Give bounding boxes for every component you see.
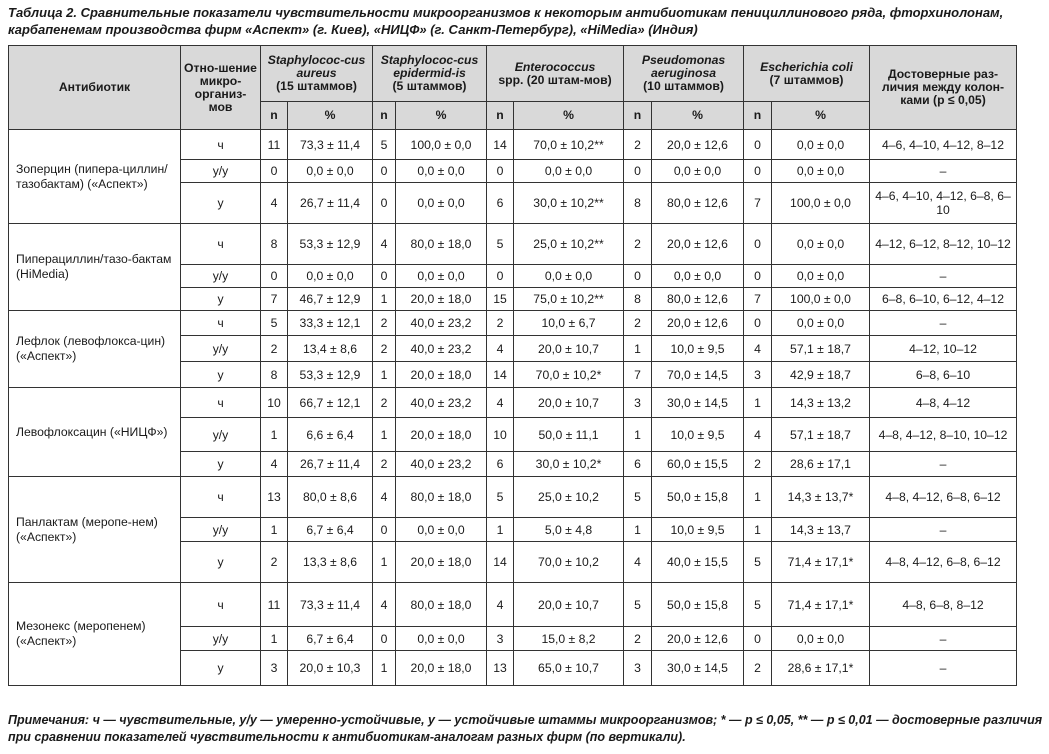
percent-cell: 20,0 ± 12,6 xyxy=(652,627,744,651)
percent-cell: 60,0 ± 15,5 xyxy=(652,452,744,477)
percent-cell: 15,0 ± 8,2 xyxy=(514,627,624,651)
antibiotic-name: Лефлок (левофлокса-цин) («Аспект») xyxy=(9,311,181,388)
header-n: n xyxy=(744,102,772,130)
count-cell: 2 xyxy=(624,311,652,336)
relation-cell: у/у xyxy=(181,265,261,288)
significance-cell: 4–8, 4–12, 6–8, 6–12 xyxy=(870,477,1017,518)
count-cell: 8 xyxy=(261,224,288,265)
antibiotic-name: Пиперациллин/тазо-бактам (HiMedia) xyxy=(9,224,181,311)
percent-cell: 0,0 ± 0,0 xyxy=(396,518,487,542)
significance-cell: – xyxy=(870,311,1017,336)
header-pct: % xyxy=(514,102,624,130)
percent-cell: 20,0 ± 10,7 xyxy=(514,388,624,418)
percent-cell: 14,3 ± 13,7 xyxy=(772,518,870,542)
percent-cell: 100,0 ± 0,0 xyxy=(772,288,870,311)
count-cell: 0 xyxy=(373,183,396,224)
relation-cell: у xyxy=(181,452,261,477)
percent-cell: 28,6 ± 17,1 xyxy=(772,452,870,477)
count-cell: 4 xyxy=(373,477,396,518)
count-cell: 1 xyxy=(487,518,514,542)
percent-cell: 50,0 ± 11,1 xyxy=(514,418,624,452)
relation-cell: у/у xyxy=(181,336,261,362)
percent-cell: 30,0 ± 10,2* xyxy=(514,452,624,477)
header-org-pseudomonas: Pseudomonas aeruginosa (10 штаммов) xyxy=(624,46,744,102)
significance-cell: – xyxy=(870,627,1017,651)
relation-cell: у/у xyxy=(181,418,261,452)
relation-cell: у xyxy=(181,362,261,388)
header-pct: % xyxy=(652,102,744,130)
relation-cell: у xyxy=(181,183,261,224)
significance-cell: – xyxy=(870,651,1017,686)
count-cell: 4 xyxy=(487,388,514,418)
count-cell: 11 xyxy=(261,130,288,160)
relation-cell: ч xyxy=(181,224,261,265)
count-cell: 2 xyxy=(744,452,772,477)
count-cell: 0 xyxy=(261,265,288,288)
percent-cell: 71,4 ± 17,1* xyxy=(772,542,870,583)
count-cell: 0 xyxy=(744,224,772,265)
count-cell: 0 xyxy=(744,627,772,651)
percent-cell: 80,0 ± 18,0 xyxy=(396,583,487,627)
count-cell: 8 xyxy=(624,288,652,311)
count-cell: 6 xyxy=(487,452,514,477)
count-cell: 0 xyxy=(373,518,396,542)
count-cell: 4 xyxy=(261,452,288,477)
count-cell: 2 xyxy=(487,311,514,336)
percent-cell: 26,7 ± 11,4 xyxy=(288,452,373,477)
count-cell: 0 xyxy=(744,265,772,288)
header-pct: % xyxy=(772,102,870,130)
count-cell: 5 xyxy=(744,583,772,627)
percent-cell: 20,0 ± 18,0 xyxy=(396,651,487,686)
count-cell: 0 xyxy=(624,160,652,183)
count-cell: 0 xyxy=(624,265,652,288)
header-pct: % xyxy=(396,102,487,130)
percent-cell: 0,0 ± 0,0 xyxy=(514,265,624,288)
percent-cell: 100,0 ± 0,0 xyxy=(396,130,487,160)
count-cell: 10 xyxy=(487,418,514,452)
antibiotic-name: Мезонекс (меропенем) («Аспект») xyxy=(9,583,181,686)
significance-cell: 4–12, 6–12, 8–12, 10–12 xyxy=(870,224,1017,265)
percent-cell: 70,0 ± 14,5 xyxy=(652,362,744,388)
table-row xyxy=(9,311,1017,336)
percent-cell: 46,7 ± 12,9 xyxy=(288,288,373,311)
percent-cell: 0,0 ± 0,0 xyxy=(772,224,870,265)
percent-cell: 80,0 ± 8,6 xyxy=(288,477,373,518)
percent-cell: 20,0 ± 18,0 xyxy=(396,362,487,388)
percent-cell: 50,0 ± 15,8 xyxy=(652,477,744,518)
significance-cell: 4–8, 4–12, 6–8, 6–12 xyxy=(870,542,1017,583)
relation-cell: у xyxy=(181,542,261,583)
count-cell: 4 xyxy=(261,183,288,224)
count-cell: 1 xyxy=(373,288,396,311)
count-cell: 6 xyxy=(487,183,514,224)
count-cell: 4 xyxy=(487,336,514,362)
count-cell: 2 xyxy=(261,542,288,583)
percent-cell: 28,6 ± 17,1* xyxy=(772,651,870,686)
percent-cell: 57,1 ± 18,7 xyxy=(772,336,870,362)
count-cell: 14 xyxy=(487,130,514,160)
percent-cell: 53,3 ± 12,9 xyxy=(288,224,373,265)
count-cell: 1 xyxy=(744,477,772,518)
percent-cell: 0,0 ± 0,0 xyxy=(514,160,624,183)
percent-cell: 6,7 ± 6,4 xyxy=(288,627,373,651)
count-cell: 3 xyxy=(624,388,652,418)
percent-cell: 53,3 ± 12,9 xyxy=(288,362,373,388)
percent-cell: 20,0 ± 18,0 xyxy=(396,542,487,583)
percent-cell: 73,3 ± 11,4 xyxy=(288,130,373,160)
percent-cell: 40,0 ± 23,2 xyxy=(396,311,487,336)
count-cell: 2 xyxy=(744,651,772,686)
percent-cell: 13,3 ± 8,6 xyxy=(288,542,373,583)
count-cell: 14 xyxy=(487,542,514,583)
count-cell: 5 xyxy=(744,542,772,583)
table-row xyxy=(9,224,1017,265)
count-cell: 2 xyxy=(373,336,396,362)
percent-cell: 20,0 ± 12,6 xyxy=(652,224,744,265)
count-cell: 0 xyxy=(487,160,514,183)
table-row xyxy=(9,583,1017,627)
significance-cell: 4–6, 4–10, 4–12, 6–8, 6–10 xyxy=(870,183,1017,224)
count-cell: 4 xyxy=(744,336,772,362)
percent-cell: 30,0 ± 14,5 xyxy=(652,388,744,418)
percent-cell: 42,9 ± 18,7 xyxy=(772,362,870,388)
percent-cell: 73,3 ± 11,4 xyxy=(288,583,373,627)
percent-cell: 0,0 ± 0,0 xyxy=(772,130,870,160)
count-cell: 6 xyxy=(624,452,652,477)
significance-cell: – xyxy=(870,452,1017,477)
count-cell: 1 xyxy=(373,542,396,583)
antibiotic-name: Зоперцин (пипера-циллин/тазобактам) («Аспект») xyxy=(9,130,181,224)
count-cell: 4 xyxy=(624,542,652,583)
percent-cell: 0,0 ± 0,0 xyxy=(772,311,870,336)
count-cell: 0 xyxy=(373,265,396,288)
count-cell: 8 xyxy=(261,362,288,388)
count-cell: 7 xyxy=(744,183,772,224)
antibiotic-name: Панлактам (меропе-нем) («Аспект») xyxy=(9,477,181,583)
count-cell: 3 xyxy=(624,651,652,686)
sensitivity-table xyxy=(8,45,1017,686)
header-org-s-aureus: Staphylococ-cus aureus (15 штаммов) xyxy=(261,46,373,102)
relation-cell: ч xyxy=(181,477,261,518)
percent-cell: 71,4 ± 17,1* xyxy=(772,583,870,627)
count-cell: 0 xyxy=(744,160,772,183)
relation-cell: у/у xyxy=(181,518,261,542)
header-relation: Отно-шение микро-организ-мов xyxy=(181,46,261,130)
table-row xyxy=(9,477,1017,518)
percent-cell: 20,0 ± 12,6 xyxy=(652,311,744,336)
percent-cell: 0,0 ± 0,0 xyxy=(288,265,373,288)
count-cell: 1 xyxy=(261,518,288,542)
percent-cell: 20,0 ± 10,7 xyxy=(514,583,624,627)
percent-cell: 100,0 ± 0,0 xyxy=(772,183,870,224)
significance-cell: – xyxy=(870,160,1017,183)
percent-cell: 70,0 ± 10,2 xyxy=(514,542,624,583)
percent-cell: 75,0 ± 10,2** xyxy=(514,288,624,311)
count-cell: 0 xyxy=(744,130,772,160)
relation-cell: у xyxy=(181,651,261,686)
count-cell: 2 xyxy=(373,388,396,418)
header-significant-diff: Достоверные раз-личия между колон-ками (p ≤ 0,05) xyxy=(870,46,1017,130)
count-cell: 1 xyxy=(624,418,652,452)
count-cell: 0 xyxy=(744,311,772,336)
count-cell: 7 xyxy=(744,288,772,311)
count-cell: 10 xyxy=(261,388,288,418)
percent-cell: 40,0 ± 23,2 xyxy=(396,336,487,362)
count-cell: 1 xyxy=(373,651,396,686)
count-cell: 1 xyxy=(624,518,652,542)
relation-cell: у/у xyxy=(181,160,261,183)
percent-cell: 6,6 ± 6,4 xyxy=(288,418,373,452)
percent-cell: 70,0 ± 10,2* xyxy=(514,362,624,388)
count-cell: 2 xyxy=(624,130,652,160)
percent-cell: 20,0 ± 10,3 xyxy=(288,651,373,686)
percent-cell: 14,3 ± 13,2 xyxy=(772,388,870,418)
relation-cell: ч xyxy=(181,130,261,160)
percent-cell: 25,0 ± 10,2** xyxy=(514,224,624,265)
relation-cell: ч xyxy=(181,583,261,627)
percent-cell: 25,0 ± 10,2 xyxy=(514,477,624,518)
count-cell: 2 xyxy=(624,627,652,651)
header-n: n xyxy=(261,102,288,130)
count-cell: 11 xyxy=(261,583,288,627)
count-cell: 0 xyxy=(373,160,396,183)
count-cell: 2 xyxy=(373,452,396,477)
percent-cell: 80,0 ± 12,6 xyxy=(652,288,744,311)
table-note: Примечания: ч — чувствительные, у/у — умеренно-устойчивые, у — устойчивые штаммы микроорганизмов; * — p ≤ 0,05, ** — p ≤ 0,01 — достоверные различия при сравнении показателей чувствительности к антибиотикам-аналогам разных фирм (по вертикали). xyxy=(8,713,1043,744)
percent-cell: 10,0 ± 6,7 xyxy=(514,311,624,336)
significance-cell: 4–8, 4–12 xyxy=(870,388,1017,418)
table-row xyxy=(9,130,1017,160)
percent-cell: 6,7 ± 6,4 xyxy=(288,518,373,542)
count-cell: 1 xyxy=(624,336,652,362)
percent-cell: 26,7 ± 11,4 xyxy=(288,183,373,224)
percent-cell: 30,0 ± 10,2** xyxy=(514,183,624,224)
count-cell: 1 xyxy=(744,388,772,418)
count-cell: 15 xyxy=(487,288,514,311)
count-cell: 5 xyxy=(261,311,288,336)
count-cell: 13 xyxy=(261,477,288,518)
header-n: n xyxy=(487,102,514,130)
percent-cell: 0,0 ± 0,0 xyxy=(652,265,744,288)
count-cell: 14 xyxy=(487,362,514,388)
header-antibiotic: Антибиотик xyxy=(9,46,181,130)
count-cell: 5 xyxy=(487,224,514,265)
count-cell: 3 xyxy=(744,362,772,388)
percent-cell: 0,0 ± 0,0 xyxy=(288,160,373,183)
percent-cell: 5,0 ± 4,8 xyxy=(514,518,624,542)
significance-cell: 4–8, 6–8, 8–12 xyxy=(870,583,1017,627)
significance-cell: – xyxy=(870,518,1017,542)
percent-cell: 0,0 ± 0,0 xyxy=(396,183,487,224)
percent-cell: 0,0 ± 0,0 xyxy=(396,160,487,183)
percent-cell: 13,4 ± 8,6 xyxy=(288,336,373,362)
percent-cell: 0,0 ± 0,0 xyxy=(772,265,870,288)
percent-cell: 10,0 ± 9,5 xyxy=(652,418,744,452)
percent-cell: 70,0 ± 10,2** xyxy=(514,130,624,160)
significance-cell: – xyxy=(870,265,1017,288)
significance-cell: 6–8, 6–10 xyxy=(870,362,1017,388)
percent-cell: 0,0 ± 0,0 xyxy=(396,627,487,651)
count-cell: 1 xyxy=(373,418,396,452)
table-body xyxy=(9,130,1017,686)
percent-cell: 66,7 ± 12,1 xyxy=(288,388,373,418)
relation-cell: у/у xyxy=(181,627,261,651)
percent-cell: 0,0 ± 0,0 xyxy=(396,265,487,288)
count-cell: 7 xyxy=(624,362,652,388)
header-org-enterococcus: Enterococcus spp. (20 штам-мов) xyxy=(487,46,624,102)
percent-cell: 40,0 ± 15,5 xyxy=(652,542,744,583)
percent-cell: 57,1 ± 18,7 xyxy=(772,418,870,452)
count-cell: 4 xyxy=(744,418,772,452)
significance-cell: 4–12, 10–12 xyxy=(870,336,1017,362)
count-cell: 0 xyxy=(261,160,288,183)
header-n: n xyxy=(624,102,652,130)
relation-cell: ч xyxy=(181,388,261,418)
significance-cell: 6–8, 6–10, 6–12, 4–12 xyxy=(870,288,1017,311)
count-cell: 4 xyxy=(373,224,396,265)
percent-cell: 10,0 ± 9,5 xyxy=(652,336,744,362)
header-pct: % xyxy=(288,102,373,130)
percent-cell: 33,3 ± 12,1 xyxy=(288,311,373,336)
count-cell: 2 xyxy=(373,311,396,336)
count-cell: 3 xyxy=(487,627,514,651)
relation-cell: ч xyxy=(181,311,261,336)
count-cell: 0 xyxy=(373,627,396,651)
header-org-e-coli: Escherichia coli (7 штаммов) xyxy=(744,46,870,102)
header-n: n xyxy=(373,102,396,130)
count-cell: 1 xyxy=(261,627,288,651)
percent-cell: 20,0 ± 10,7 xyxy=(514,336,624,362)
table-row xyxy=(9,388,1017,418)
percent-cell: 20,0 ± 12,6 xyxy=(652,130,744,160)
count-cell: 5 xyxy=(624,477,652,518)
count-cell: 1 xyxy=(744,518,772,542)
significance-cell: 4–8, 4–12, 8–10, 10–12 xyxy=(870,418,1017,452)
count-cell: 8 xyxy=(624,183,652,224)
percent-cell: 80,0 ± 12,6 xyxy=(652,183,744,224)
percent-cell: 0,0 ± 0,0 xyxy=(652,160,744,183)
table-caption: Таблица 2. Сравнительные показатели чувствительности микроорганизмов к некоторым антибиотикам пенициллинового ряда, фторхинолонам, карбапенемам производства фирм «Аспект» (г. Киев), «НИЦФ» (г. Санкт-Петербург), «HiMedia» (Индия) xyxy=(8,5,1004,37)
count-cell: 0 xyxy=(487,265,514,288)
count-cell: 5 xyxy=(373,130,396,160)
count-cell: 4 xyxy=(373,583,396,627)
percent-cell: 80,0 ± 18,0 xyxy=(396,224,487,265)
count-cell: 4 xyxy=(487,583,514,627)
count-cell: 5 xyxy=(487,477,514,518)
count-cell: 7 xyxy=(261,288,288,311)
percent-cell: 50,0 ± 15,8 xyxy=(652,583,744,627)
percent-cell: 20,0 ± 18,0 xyxy=(396,288,487,311)
percent-cell: 65,0 ± 10,7 xyxy=(514,651,624,686)
significance-cell: 4–6, 4–10, 4–12, 8–12 xyxy=(870,130,1017,160)
count-cell: 2 xyxy=(261,336,288,362)
percent-cell: 30,0 ± 14,5 xyxy=(652,651,744,686)
percent-cell: 40,0 ± 23,2 xyxy=(396,452,487,477)
percent-cell: 40,0 ± 23,2 xyxy=(396,388,487,418)
antibiotic-name: Левофлоксацин («НИЦФ») xyxy=(9,388,181,477)
header-org-s-epidermidis: Staphylococ-cus epidermid-is (5 штаммов) xyxy=(373,46,487,102)
count-cell: 1 xyxy=(261,418,288,452)
count-cell: 2 xyxy=(624,224,652,265)
percent-cell: 80,0 ± 18,0 xyxy=(396,477,487,518)
percent-cell: 0,0 ± 0,0 xyxy=(772,160,870,183)
percent-cell: 14,3 ± 13,7* xyxy=(772,477,870,518)
percent-cell: 20,0 ± 18,0 xyxy=(396,418,487,452)
count-cell: 13 xyxy=(487,651,514,686)
percent-cell: 0,0 ± 0,0 xyxy=(772,627,870,651)
count-cell: 1 xyxy=(373,362,396,388)
relation-cell: у xyxy=(181,288,261,311)
count-cell: 5 xyxy=(624,583,652,627)
percent-cell: 10,0 ± 9,5 xyxy=(652,518,744,542)
count-cell: 3 xyxy=(261,651,288,686)
